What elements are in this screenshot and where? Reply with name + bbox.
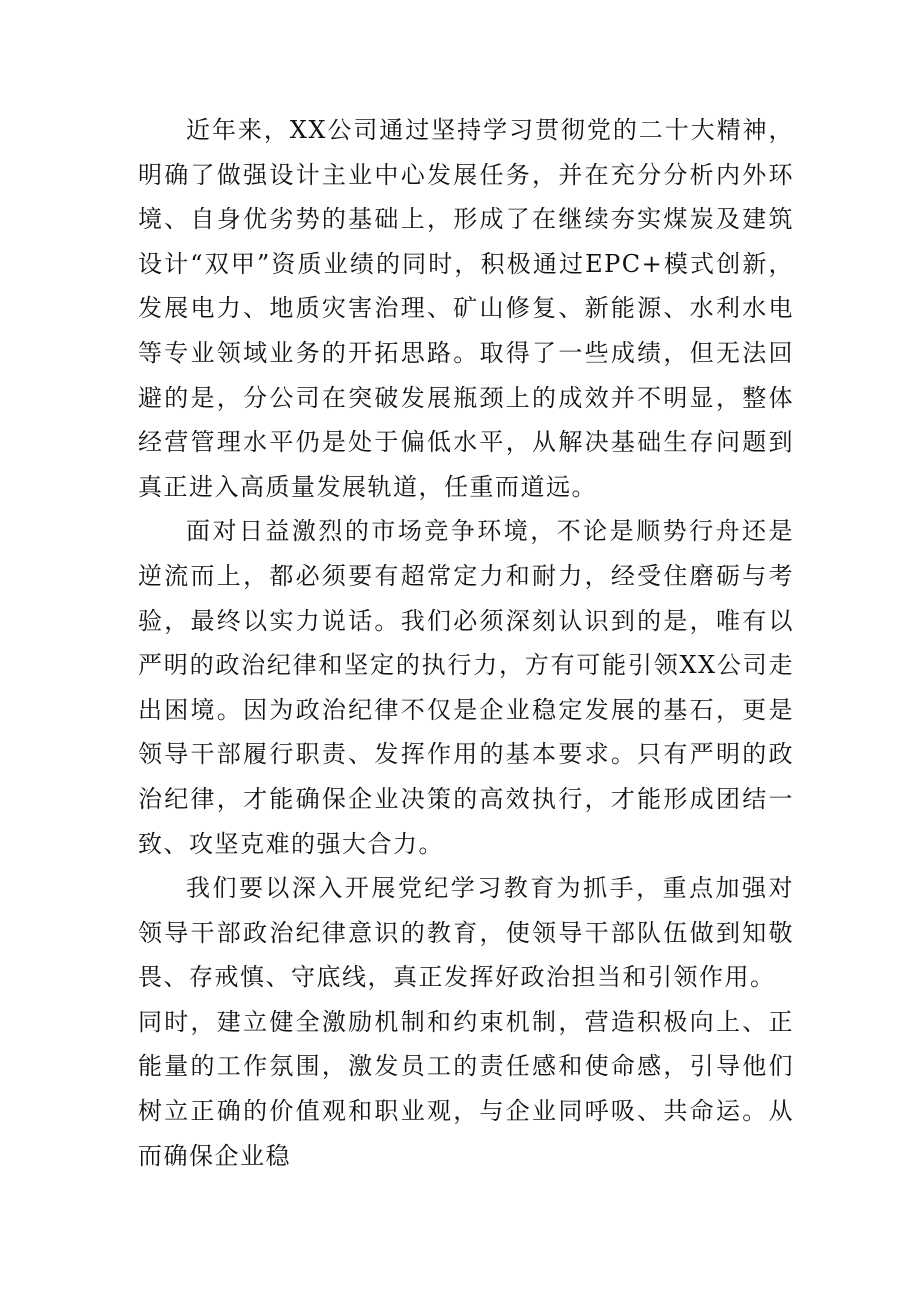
paragraph-2: 面对日益激烈的市场竞争环境，不论是顺势行舟还是逆流而上，都必须要有超常定力和耐力，经受住磨砺与考验，最终以实力说话。我们必须深刻认识到的是，唯有以严明的政治纪律和坚定的执行力，方有可能引领XX公司走出困境。因为政治纪律不仅是企业稳定发展的基石，更是领导干部履行职责、发挥作用的基本要求。只有严明的政治纪律，才能确保企业决策的高效执行，才能形成团结一致、攻坚克难的强大合力。 <box>138 517 794 858</box>
paragraph-4: 同时，建立健全激励机制和约束机制，营造积极向上、正能量的工作氛围，激发员工的责任感和使命感，引导他们树立正确的价值观和职业观，与企业同呼吸、共命运。从而确保企业稳 <box>138 1007 794 1170</box>
document-body <box>138 108 794 1178</box>
paragraph-1: 近年来，XX公司通过坚持学习贯彻党的二十大精神，明确了做强设计主业中心发展任务，并在充分分析内外环境、自身优劣势的基础上，形成了在继续夯实煤炭及建筑设计“双甲”资质业绩的同时，积极通过EPC+模式创新，发展电力、地质灾害治理、矿山修复、新能源、水利水电等专业领域业务的开拓思路。取得了一些成绩，但无法回避的是，分公司在突破发展瓶颈上的成效并不明显，整体经营管理水平仍是处于偏低水平，从解决基础生存问题到真正进入高质量发展轨道，任重而道远。 <box>138 116 794 501</box>
paragraph-3: 我们要以深入开展党纪学习教育为抓手，重点加强对领导干部政治纪律意识的教育，使领导干部队伍做到知敬畏、存戒慎、守底线，真正发挥好政治担当和引领作用。 <box>138 874 794 992</box>
